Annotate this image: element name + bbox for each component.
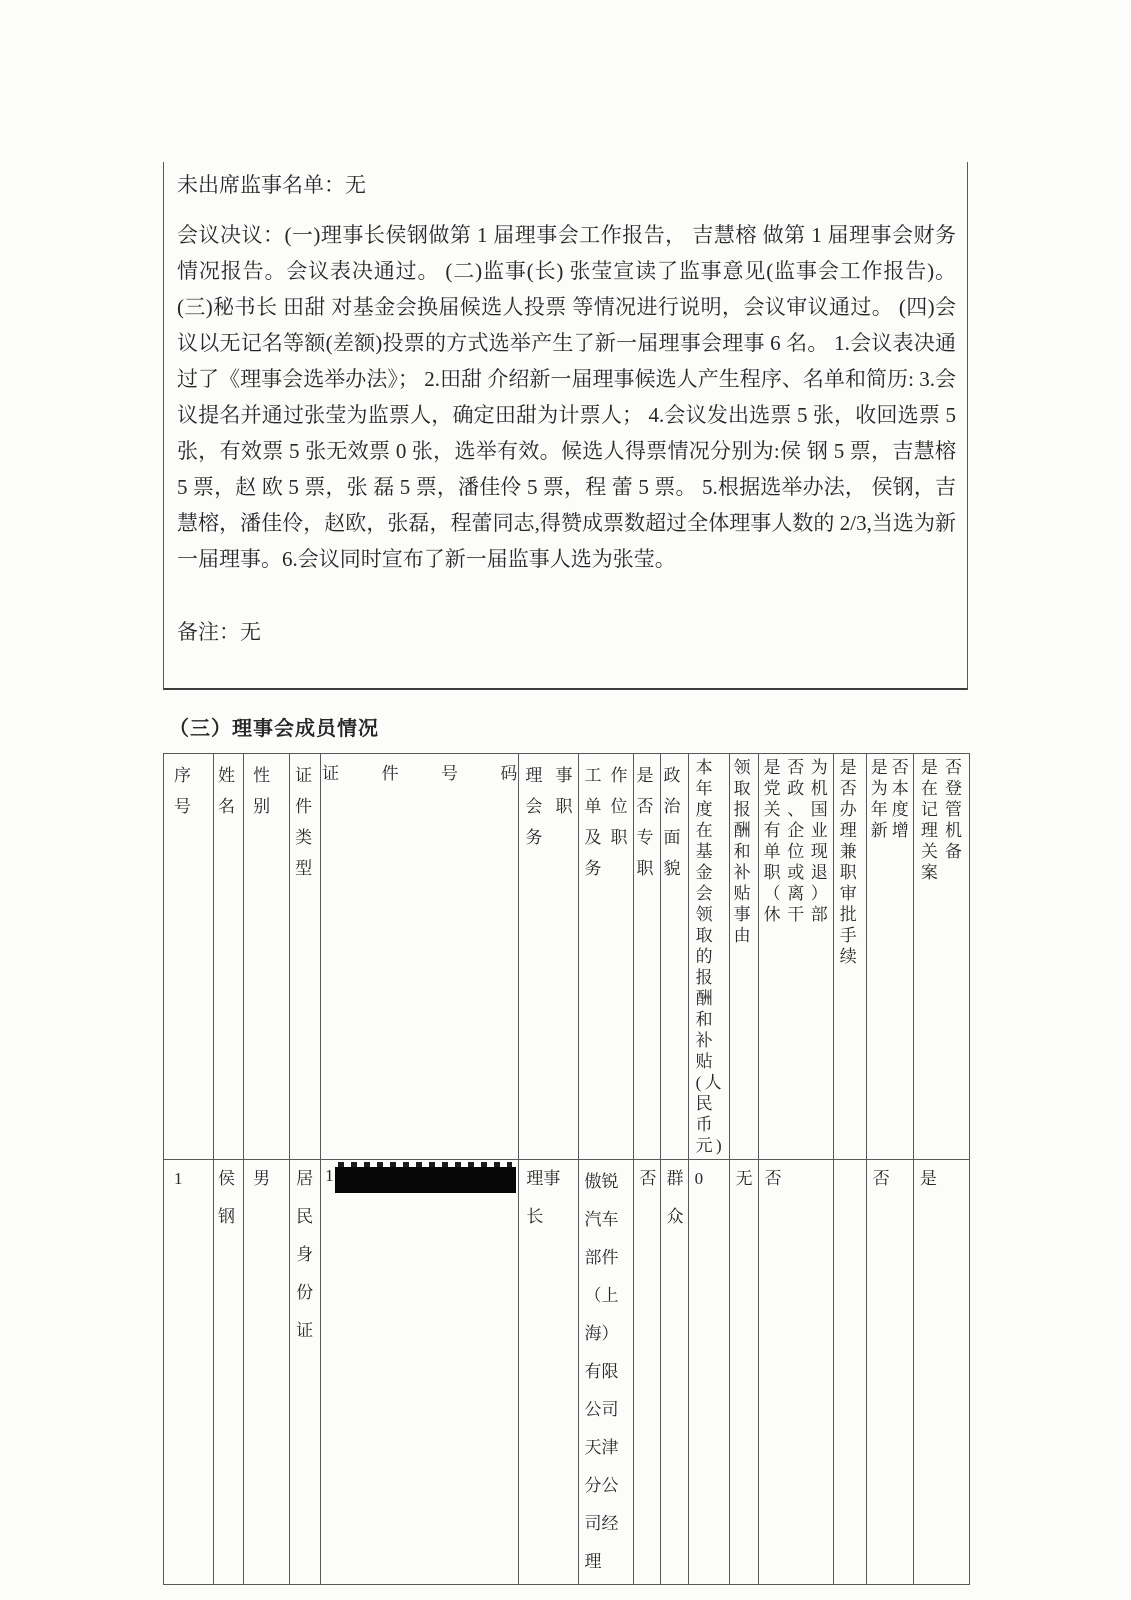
cell-remuneration: 0 — [688, 1160, 729, 1585]
cell-id-type: 居民身份证 — [290, 1160, 321, 1585]
cell-full-time: 否 — [633, 1160, 660, 1585]
col-header-new-this-year: 是否为本年度新增 — [866, 754, 913, 1160]
cell-part-time-approval — [833, 1160, 866, 1585]
col-header-board-position: 理事会职务 — [519, 754, 579, 1160]
cell-retired-cadre: 否 — [758, 1160, 833, 1585]
col-header-remuneration-reason: 领取报酬和补贴事由 — [729, 754, 758, 1160]
cell-work-unit: 傲锐汽车部件（上海）有限公司天津分公司经理 — [579, 1160, 633, 1585]
col-header-work-unit: 工作单位及职务 — [579, 754, 633, 1160]
col-header-id-type: 证件类型 — [290, 754, 321, 1160]
absent-supervisors-line: 未出席监事名单：无 — [177, 173, 366, 197]
col-header-seq: 序号 — [164, 754, 214, 1160]
cell-board-position: 理事长 — [519, 1160, 579, 1585]
cell-new-this-year: 否 — [866, 1160, 913, 1585]
redaction-block — [335, 1162, 516, 1193]
col-header-gender: 性别 — [244, 754, 290, 1160]
section-title: （三）理事会成员情况 — [169, 718, 379, 740]
col-header-remuneration: 本年度在基金会领取的报酬和补贴(人民币元) — [688, 754, 729, 1160]
cell-name: 侯钢 — [214, 1160, 244, 1585]
col-header-political-status: 政治面貌 — [660, 754, 688, 1160]
redacted-id-number — [325, 1162, 518, 1193]
cell-political-status: 群众 — [660, 1160, 688, 1585]
cell-remuneration-reason: 无 — [729, 1160, 758, 1585]
col-header-retired-cadre: 是否为党政机关、国有企业单位现职或退（离）休干部 — [758, 754, 833, 1160]
cell-filed: 是 — [913, 1160, 969, 1585]
col-header-full-time: 是否专职 — [633, 754, 660, 1160]
cell-seq: 1 — [164, 1160, 214, 1585]
col-header-name: 姓名 — [214, 754, 244, 1160]
col-header-part-time-approval: 是否办理兼职审批手续 — [833, 754, 866, 1160]
remark-line: 备注：无 — [177, 620, 261, 644]
board-members-table — [163, 753, 970, 1585]
redaction-bar — [335, 1167, 516, 1193]
cell-id-number — [321, 1160, 519, 1585]
cell-gender: 男 — [244, 1160, 290, 1585]
table-header-row — [164, 754, 970, 1160]
meeting-notes-box — [163, 162, 968, 690]
col-header-filed: 是否在登记管理机关备案 — [913, 754, 969, 1160]
id-number-visible-digit: 1 — [325, 1166, 334, 1185]
table-row — [164, 1160, 970, 1585]
meeting-resolution-paragraph: 会议决议：(一)理事长侯钢做第 1 届理事会工作报告， 吉慧榕 做第 1 届理事会财务情况报告。会议表决通过。 (二)监事(长) 张莹宣读了监事意见(监事会工作报告)。 (三)秘书长 田甜 对基金会换届候选人投票 等情况进行说明，会议审议通过。 (四)会议以无记名等额(差额)投票的方式选举产生了新一届理事会理事 6 名。 1.会议表决通过了《理事会选举办法》； 2.田甜 介绍新一届理事候选人产生程序、名单和简历: 3.会议提名并通过张莹为监票人，确定田甜为计票人； 4.会议发出选票 5 张，收回选票 5 张，有效票 5 张无效票 0 张，选举有效。候选人得票情况分别为:侯 钢 5 票，吉慧榕 5 票，赵 欧 5 票，张 磊 5 票，潘佳伶 5 票，程 蕾 5 票。 5.根据选举办法， 侯钢，吉慧榕，潘佳伶，赵欧，张磊，程蕾同志,得赞成票数超过全体理事人数的 2/3,当选为新一届理事。6.会议同时宣布了新一届监事人选为张莹。 — [177, 223, 956, 571]
col-header-id-number: 证件号码 — [321, 754, 519, 1160]
